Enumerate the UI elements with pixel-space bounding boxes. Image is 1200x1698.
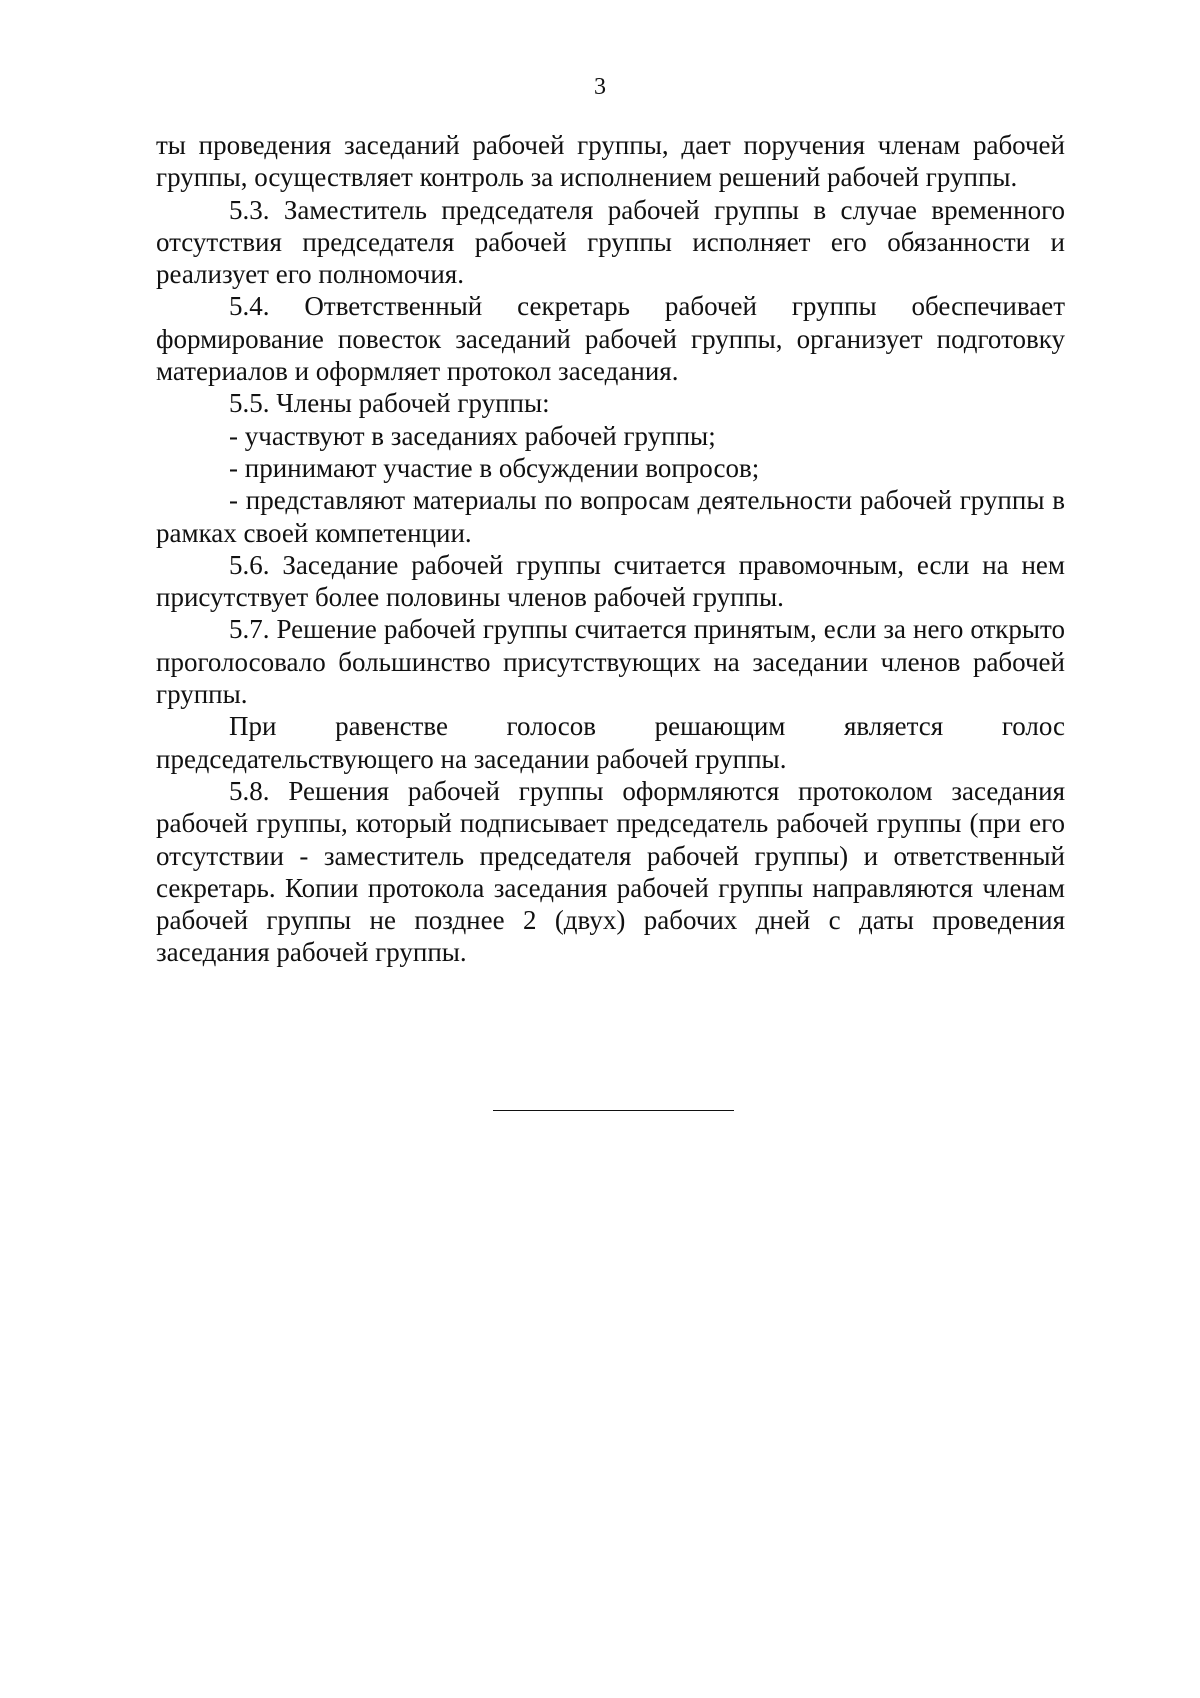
paragraph-5-5: 5.5. Члены рабочей группы: xyxy=(229,388,550,419)
paragraph-5-8: 5.8. Решения рабочей группы оформляются протоколом заседания рабочей группы, который подписывает председатель рабочей группы (при его отсутствии - заместитель председателя рабочей группы) и ответственный секретарь. Копии протокола заседания рабочей группы направляются членам рабочей группы не позднее 2 (двух) рабочих дней с даты проведения заседания рабочей группы. xyxy=(156,775,1065,968)
list-item-discussion: - принимают участие в обсуждении вопросов; xyxy=(229,452,760,483)
list-item-materials: - представляют материалы по вопросам деятельности рабочей группы в рамках своей компетенции. xyxy=(156,485,1065,548)
paragraph-tie-vote: При равенстве голосов решающим является голос председательствующего на заседании рабочей группы. xyxy=(156,711,1065,774)
paragraph-5-7: 5.7. Решение рабочей группы считается принятым, если за него открыто проголосовало большинство присутствующих на заседании членов рабочей группы. xyxy=(156,614,1065,710)
end-of-document-rule xyxy=(493,1110,734,1111)
paragraph-5-6: 5.6. Заседание рабочей группы считается правомочным, если на нем присутствует более половины членов рабочей группы. xyxy=(156,549,1065,613)
page-number: 3 xyxy=(594,74,606,100)
list-item-participate: - участвуют в заседаниях рабочей группы; xyxy=(229,420,716,451)
paragraph-continuation: ты проведения заседаний рабочей группы, дает поручения членам рабочей группы, осуществляет контроль за исполнением решений рабочей группы. xyxy=(156,130,1065,193)
document-body xyxy=(156,129,1065,969)
paragraph-5-3: 5.3. Заместитель председателя рабочей группы в случае временного отсутствия председателя рабочей группы исполняет его обязанности и реализует его полномочия. xyxy=(156,194,1065,290)
paragraph-5-4: 5.4. Ответственный секретарь рабочей группы обеспечивает формирование повесток заседаний рабочей группы, организует подготовку материалов и оформляет протокол заседания. xyxy=(156,291,1065,387)
